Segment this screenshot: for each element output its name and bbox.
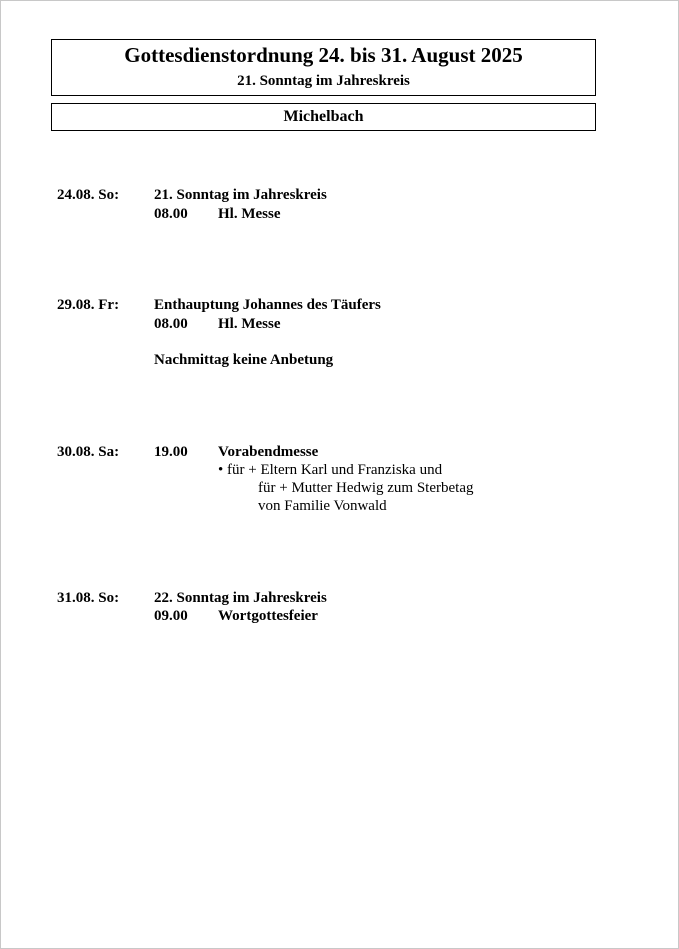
entry-service: Vorabendmesse <box>218 444 319 460</box>
page-subtitle: 21. Sonntag im Jahreskreis <box>237 73 410 89</box>
title-box <box>51 39 596 96</box>
entry-occasion: 21. Sonntag im Jahreskreis <box>154 187 327 203</box>
entry-service: Hl. Messe <box>218 206 281 222</box>
entry-date: 24.08. So: <box>57 187 120 203</box>
entry-occasion: Enthauptung Johannes des Täufers <box>154 297 381 313</box>
entry-date: 31.08. So: <box>57 590 120 606</box>
entry-intention: von Familie Vonwald <box>258 498 387 514</box>
entry-time: 09.00 <box>154 608 188 624</box>
entry-occasion: 22. Sonntag im Jahreskreis <box>154 590 327 606</box>
entry-time: 19.00 <box>154 444 188 460</box>
entry-intention: • für + Eltern Karl und Franziska und <box>218 462 443 478</box>
entry-intention: für + Mutter Hedwig zum Sterbetag <box>258 480 474 496</box>
page-title: Gottesdienstordnung 24. bis 31. August 2025 <box>124 43 523 67</box>
entry-service: Hl. Messe <box>218 316 281 332</box>
entry-note: Nachmittag keine Anbetung <box>154 352 334 368</box>
entry-service: Wortgottesfeier <box>218 608 318 624</box>
entry-time: 08.00 <box>154 206 188 222</box>
entry-date: 30.08. Sa: <box>57 444 120 460</box>
location-heading: Michelbach <box>51 103 596 131</box>
entry-date: 29.08. Fr: <box>57 297 120 313</box>
entry-time: 08.00 <box>154 316 188 332</box>
